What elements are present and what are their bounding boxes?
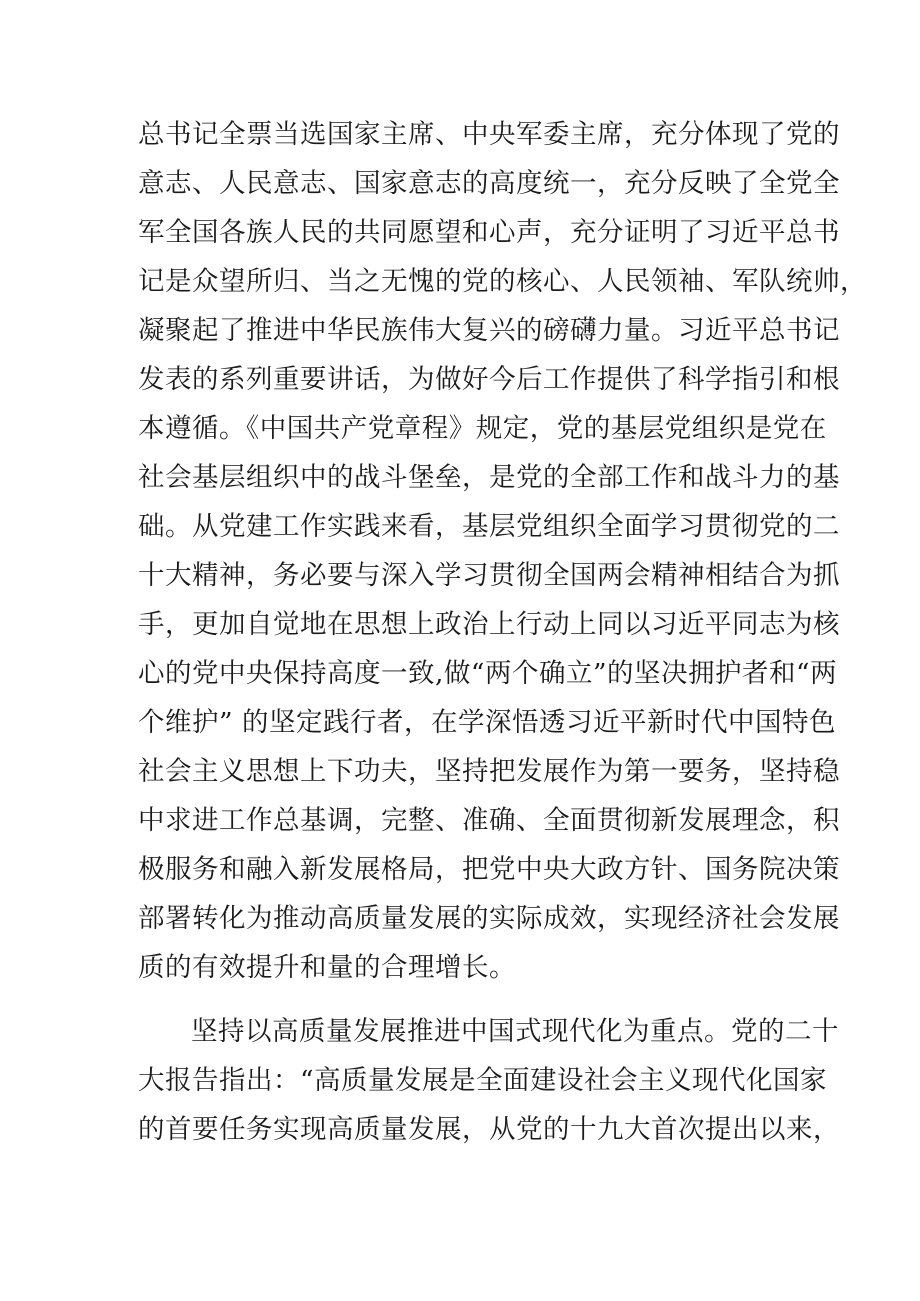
paragraph-line: 础。从党建工作实践来看，基层党组织全面学习贯彻党的二 [138,511,840,542]
paragraph-line: 大报告指出：“高质量发展是全面建设社会主义现代化国家 [138,1065,828,1096]
paragraph-spacing [138,992,798,1007]
paragraph-line: 总书记全票当选国家主席、中央军委主席，充分体现了党的 [138,119,840,150]
paragraph-line: 社会主义思想上下功夫，坚持把发展作为第一要务，坚持稳 [138,756,840,787]
paragraph-line: 军全国各族人民的共同愿望和心声，充分证明了习近平总书 [138,217,840,248]
paragraph-line: 凝聚起了推进中华民族伟大复兴的磅礴力量。习近平总书记 [138,315,840,346]
paragraph-line: 质的有效提升和量的合理增长。 [138,952,516,983]
paragraph-line: 部署转化为推动高质量发展的实际成效，实现经济社会发展 [138,903,840,934]
paragraph-line: 个维护” 的坚定践行者，在学深悟透习近平新时代中国特色 [138,707,836,738]
paragraph-1 [138,110,867,992]
paragraph-line: 心的党中央保持高度一致,做“两个确立”的坚决拥护者和“两 [138,658,838,689]
paragraph-line: 坚持以高质量发展推进中国式现代化为重点。党的二十 [191,1016,839,1047]
paragraph-2 [138,1007,840,1154]
paragraph-line: 意志、人民意志、国家意志的高度统一，充分反映了全党全 [138,168,840,199]
paragraph-line: 中求进工作总基调，完整、准确、全面贯彻新发展理念，积 [138,805,840,836]
paragraph-line: 十大精神，务必要与深入学习贯彻全国两会精神相结合为抓 [138,560,840,591]
paragraph-line: 社会基层组织中的战斗堡垒，是党的全部工作和战斗力的基 [138,462,840,493]
paragraph-line: 记是众望所归、当之无愧的党的核心、人民领袖、军队统帅， [138,266,867,297]
body-text [138,110,867,1154]
paragraph-line: 发表的系列重要讲话，为做好今后工作提供了科学指引和根 [138,364,840,395]
paragraph-line: 极服务和融入新发展格局，把党中央大政方针、国务院决策 [138,854,840,885]
paragraph-line: 本遵循。《中国共产党章程》规定，党的基层党组织是党在 [138,413,827,444]
paragraph-line: 手，更加自觉地在思想上政治上行动上同以习近平同志为核 [138,609,840,640]
paragraph-line: 的首要任务实现高质量发展，从党的十九大首次提出以来， [138,1114,840,1145]
